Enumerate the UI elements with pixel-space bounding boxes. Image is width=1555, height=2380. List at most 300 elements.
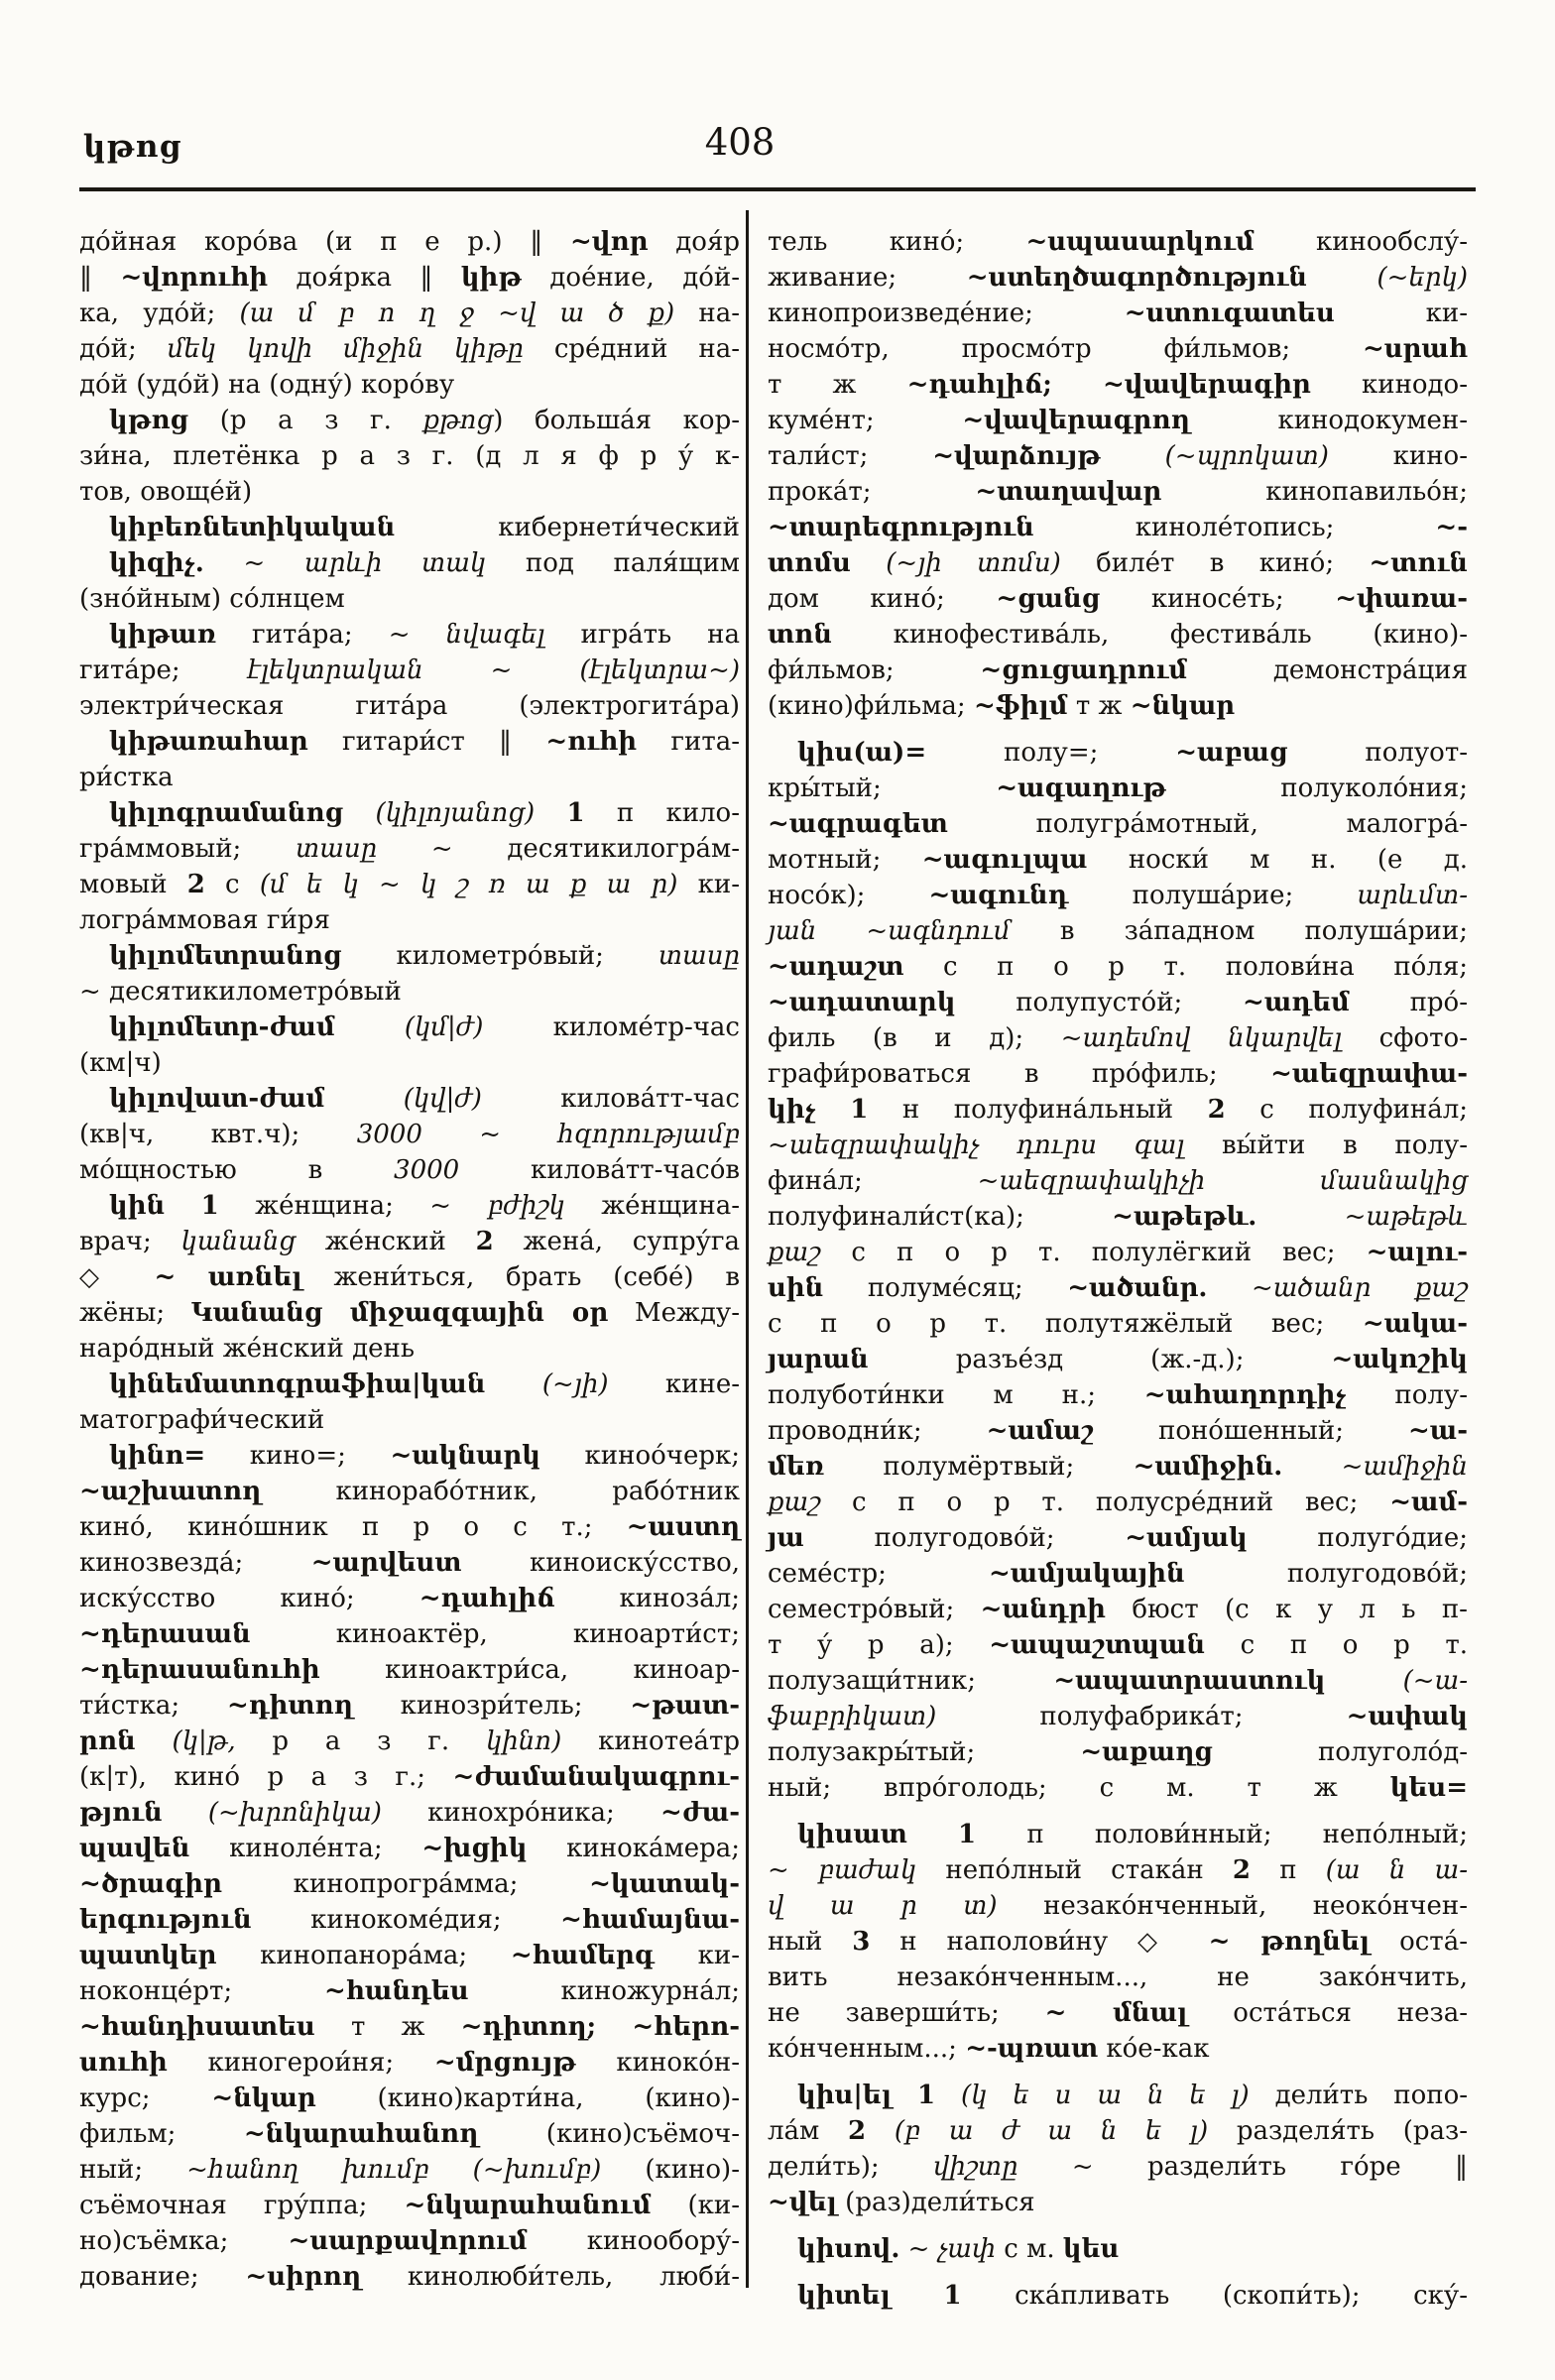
column-left bbox=[79, 224, 740, 2295]
dictionary-line bbox=[768, 545, 1468, 581]
text-segment: графи́роваться в про́филь; bbox=[768, 1059, 1271, 1089]
headword-segment: ~ակա- bbox=[1362, 1309, 1468, 1339]
armenian-italic-segment: ~աեզրափակիչ դուրս գալ bbox=[768, 1130, 1185, 1160]
text-segment: ки- bbox=[1334, 298, 1468, 328]
dictionary-line bbox=[768, 1556, 1468, 1592]
headword-segment: 3 bbox=[852, 1927, 871, 1957]
headword-segment: ~աստղ bbox=[626, 1512, 740, 1542]
text-segment: фина́л; bbox=[768, 1166, 978, 1196]
headword-segment: ~ամաշ bbox=[986, 1416, 1094, 1446]
dictionary-line bbox=[768, 1306, 1468, 1342]
headword-segment: մեռ bbox=[768, 1452, 825, 1482]
headword-segment: ~ծրագիր bbox=[79, 1869, 222, 1899]
text-segment: десятикилометро́вый bbox=[100, 977, 402, 1007]
headword-segment: 1 bbox=[943, 2281, 962, 2311]
armenian-italic-segment: (բ ա ժ ա ն ե լ) bbox=[894, 2116, 1209, 2146]
text-segment: демонстра́ция bbox=[1187, 655, 1468, 685]
headword-segment: 1 bbox=[850, 1095, 869, 1125]
text-segment: полуго́дие; bbox=[1247, 1523, 1468, 1553]
text-segment bbox=[1325, 1666, 1402, 1696]
text-segment bbox=[1282, 1452, 1341, 1482]
headword-segment: ~ագուլպա bbox=[921, 845, 1088, 875]
headword-segment: ~ահաղորդիչ bbox=[1143, 1380, 1347, 1410]
headword-segment: ~ագունդ bbox=[928, 881, 1069, 910]
headword-segment: կիս(ա)= bbox=[797, 738, 927, 768]
dictionary-line bbox=[768, 1924, 1468, 1960]
headword-segment: ~վել bbox=[768, 2188, 837, 2217]
dictionary-line bbox=[768, 331, 1468, 367]
armenian-italic-segment: արևմտ- bbox=[1357, 881, 1468, 910]
headword-segment: յա bbox=[768, 1523, 804, 1553]
dictionary-line bbox=[768, 2149, 1468, 2185]
text-segment: километро́вый; bbox=[341, 941, 658, 971]
text-segment: ко́нченным...; bbox=[768, 2034, 966, 2064]
text-segment: гита́ра; bbox=[215, 620, 389, 650]
text-segment: ки- bbox=[654, 1941, 740, 1970]
dictionary-line bbox=[768, 1449, 1468, 1485]
text-segment: киноиску́сство, bbox=[461, 1548, 741, 1578]
dictionary-line bbox=[79, 1831, 740, 1866]
headword-segment: ~տարեգրություն bbox=[768, 513, 1034, 542]
armenian-italic-segment: էլեկտրական ~ (էլեկտրա~) bbox=[247, 655, 741, 685]
text-segment: ри́стка bbox=[79, 763, 174, 792]
text-segment: с п о р т. bbox=[1205, 1630, 1468, 1660]
dictionary-line bbox=[79, 1973, 740, 2009]
dictionary-line bbox=[79, 617, 740, 653]
text-segment: биле́т в кино́; bbox=[1060, 548, 1370, 578]
dictionary-line bbox=[79, 403, 740, 438]
text-segment: дом кино́; bbox=[768, 584, 997, 614]
headword-segment: ~վորուհի bbox=[120, 263, 269, 293]
text-segment: ти́стка; bbox=[79, 1691, 227, 1721]
text-segment: кинопрогра́мма; bbox=[221, 1869, 590, 1899]
headword-segment: 2 bbox=[1232, 1855, 1252, 1885]
dictionary-line bbox=[768, 1888, 1468, 1924]
text-segment: п bbox=[1251, 1855, 1326, 1885]
text-segment: непо́лный стака́н bbox=[916, 1855, 1233, 1885]
text-segment bbox=[485, 1369, 541, 1399]
dictionary-line bbox=[768, 403, 1468, 438]
page-number: 408 bbox=[704, 121, 776, 164]
text-segment: раздели́ть го́ре ‖ bbox=[1093, 2152, 1468, 2182]
dictionary-line bbox=[79, 1581, 740, 1616]
text-segment: носо́к); bbox=[768, 881, 929, 910]
headword-segment: տոն bbox=[768, 620, 832, 650]
dictionary-line bbox=[79, 1367, 740, 1402]
headword-segment: պատկեր bbox=[79, 1941, 217, 1970]
headword-segment: ~կատակ- bbox=[589, 1869, 740, 1899]
dictionary-line bbox=[768, 1270, 1468, 1306]
dictionary-line bbox=[768, 367, 1468, 403]
text-segment bbox=[163, 1798, 208, 1828]
text-segment: дели́ть); bbox=[768, 2152, 933, 2182]
headword-segment: ~անդրի bbox=[980, 1595, 1106, 1624]
headword-segment: ~տուն bbox=[1369, 548, 1468, 578]
headword-segment: ~ագրագետ bbox=[768, 809, 948, 839]
headword-segment: ~դիտող bbox=[226, 1691, 353, 1721]
text-segment bbox=[596, 2012, 632, 2042]
dictionary-line bbox=[79, 1045, 740, 1081]
text-segment bbox=[535, 798, 566, 828]
armenian-italic-segment: ~ bbox=[79, 977, 101, 1007]
dictionary-line bbox=[768, 1699, 1468, 1734]
dictionary-line bbox=[768, 1092, 1468, 1128]
headword-segment: ~սպասարկում bbox=[1025, 227, 1255, 257]
dictionary-line bbox=[79, 1474, 740, 1509]
headword-segment: ~նկար bbox=[211, 2083, 316, 2113]
text-segment: ска́пливать (скопи́ть); ску́- bbox=[961, 2281, 1469, 2311]
headword-segment: ~- bbox=[1435, 513, 1468, 542]
dictionary-line bbox=[768, 1817, 1468, 1852]
dictionary-line bbox=[768, 2113, 1468, 2149]
dictionary-line bbox=[768, 617, 1468, 653]
text-segment: кинопавильо́н; bbox=[1161, 477, 1468, 507]
text-segment: полуме́сяц; bbox=[823, 1273, 1068, 1303]
dictionary-line bbox=[79, 974, 740, 1010]
headword-segment: ~հանդիսատես bbox=[79, 2012, 315, 2042]
dictionary-line bbox=[768, 438, 1468, 474]
headword-segment: ~-պռատ bbox=[965, 2034, 1099, 2064]
text-segment: киноактри́са, киноар- bbox=[319, 1655, 740, 1685]
headword-segment: 1 bbox=[566, 798, 585, 828]
text-segment: кинохро́ника; bbox=[381, 1798, 661, 1828]
dictionary-line bbox=[79, 510, 740, 545]
text-segment bbox=[935, 2081, 961, 2110]
text-segment bbox=[899, 2234, 907, 2264]
headword-segment: ~դերասանուհի bbox=[79, 1655, 320, 1685]
headword-segment: ~ժամանակագրու- bbox=[452, 1762, 740, 1792]
dictionary-line bbox=[79, 938, 740, 974]
text-segment: кинотеа́тр bbox=[561, 1726, 740, 1756]
dictionary-line bbox=[768, 1663, 1468, 1699]
text-segment: жёны; bbox=[79, 1298, 191, 1328]
headword-segment: կիզիչ. bbox=[109, 548, 204, 578]
dictionary-line bbox=[79, 296, 740, 331]
text-segment: киноактёр, киноарти́ст; bbox=[250, 1619, 740, 1649]
dictionary-line bbox=[79, 474, 740, 510]
dictionary-line bbox=[79, 1081, 740, 1117]
dictionary-line bbox=[768, 1995, 1468, 2031]
dictionary-line bbox=[768, 1199, 1468, 1235]
headword-segment: ~տաղավար bbox=[975, 477, 1162, 507]
headword-segment: ~ադաշտ bbox=[768, 952, 904, 982]
dictionary-line bbox=[79, 1902, 740, 1938]
headword-segment: 1 bbox=[200, 1191, 219, 1221]
headword-segment: ~ապաշտպան bbox=[989, 1630, 1206, 1660]
dictionary-line bbox=[768, 771, 1468, 806]
headword-segment: ~աեզրափա- bbox=[1270, 1059, 1468, 1089]
dictionary-line bbox=[79, 1152, 740, 1188]
text-segment: т ж bbox=[1067, 691, 1131, 721]
dictionary-line bbox=[768, 913, 1468, 949]
dictionary-line bbox=[768, 1163, 1468, 1199]
text-segment: полуша́рие; bbox=[1068, 881, 1358, 910]
dictionary-line bbox=[768, 1056, 1468, 1092]
text-segment: ный bbox=[768, 1927, 853, 1957]
dictionary-line bbox=[79, 688, 740, 724]
headword-segment: ~նկար bbox=[1130, 691, 1236, 721]
dictionary-line bbox=[768, 2031, 1468, 2067]
text-segment: (р а з г. bbox=[188, 406, 423, 435]
armenian-italic-segment: ~ արևի տակ bbox=[243, 548, 487, 578]
dictionary-line bbox=[79, 795, 740, 831]
text-segment: жена́, супру́га bbox=[493, 1227, 741, 1256]
headword-segment: ~վոր bbox=[569, 227, 649, 257]
dictionary-line bbox=[768, 1020, 1468, 1056]
headword-segment: ~ամ- bbox=[1389, 1488, 1468, 1517]
dictionary-line bbox=[79, 438, 740, 474]
headword-segment: ~ամյակ bbox=[1125, 1523, 1248, 1553]
dictionary-line bbox=[768, 878, 1468, 913]
text-segment: н полуфина́льный bbox=[868, 1095, 1208, 1125]
text-segment: дели́ть попо- bbox=[1249, 2081, 1469, 2110]
text-segment: наро́дный же́нский день bbox=[79, 1334, 415, 1364]
dictionary-line bbox=[79, 2223, 740, 2259]
headword-segment: 2 bbox=[186, 870, 205, 899]
text-segment: с полуфина́л; bbox=[1225, 1095, 1468, 1125]
text-segment bbox=[204, 548, 244, 578]
text-segment: дое́ние, до́й- bbox=[521, 263, 740, 293]
text-segment: (кв|ч, квт.ч); bbox=[79, 1120, 357, 1149]
text-segment: полугра́мотный, малогра́- bbox=[947, 809, 1468, 839]
dictionary-line bbox=[79, 2009, 740, 2045]
text-segment: (кино)съёмоч- bbox=[478, 2119, 740, 2149]
armenian-italic-segment: (ա ն ա- bbox=[1325, 1855, 1469, 1885]
headword-segment: ~ցուցադրում bbox=[980, 655, 1188, 685]
text-segment: полузащи́тник; bbox=[768, 1666, 1054, 1696]
text-segment: кинообслу́- bbox=[1254, 227, 1469, 257]
running-headword: կթոց bbox=[83, 129, 182, 165]
headword-segment: կիս|ել bbox=[797, 2081, 893, 2110]
text-segment: кинообору́- bbox=[527, 2226, 740, 2256]
dictionary-line bbox=[768, 260, 1468, 296]
headword-segment: կիթ bbox=[460, 263, 522, 293]
text-segment: же́нщина; bbox=[218, 1191, 430, 1221]
headword-segment: ~դերասան bbox=[79, 1619, 251, 1649]
text-segment: кинокоме́дия; bbox=[251, 1905, 561, 1935]
armenian-italic-segment: քաշ bbox=[768, 1488, 821, 1517]
dictionary-line bbox=[79, 260, 740, 296]
dictionary-line bbox=[79, 1331, 740, 1367]
headword-segment: ~ թողնել bbox=[1208, 1927, 1371, 1957]
column-right bbox=[768, 224, 1468, 2314]
text-segment: не заверши́ть; bbox=[768, 1998, 1045, 2028]
text-segment: т ж bbox=[314, 2012, 461, 2042]
dictionary-line bbox=[79, 2045, 740, 2081]
text-segment: до́й; bbox=[79, 334, 168, 364]
text-segment: кино=; bbox=[205, 1441, 391, 1471]
text-segment bbox=[1256, 1202, 1344, 1232]
text-segment: с м. bbox=[996, 2234, 1063, 2264]
dictionary-line bbox=[79, 831, 740, 867]
headword-segment: ~ապատրաստուկ bbox=[1053, 1666, 1326, 1696]
text-segment: жени́ться, брать (себе́) в bbox=[301, 1262, 740, 1292]
text-segment: килова́тт-час bbox=[481, 1084, 740, 1114]
armenian-italic-segment: (~խրոնիկա) bbox=[207, 1798, 382, 1828]
headword-segment: կիչ bbox=[768, 1095, 816, 1125]
armenian-italic-segment: կինո) bbox=[485, 1726, 562, 1756]
armenian-italic-segment: (կվ|ժ) bbox=[403, 1084, 482, 1114]
text-segment: оста́- bbox=[1370, 1927, 1468, 1957]
dictionary-line bbox=[768, 806, 1468, 842]
text-segment: игра́ть на bbox=[544, 620, 740, 650]
armenian-italic-segment: քթոց bbox=[422, 406, 494, 435]
text-segment: вы́йти в полу- bbox=[1184, 1130, 1469, 1160]
headword-segment: ~ափակ bbox=[1346, 1702, 1468, 1731]
text-segment: полуботи́нки м н.; bbox=[768, 1380, 1144, 1410]
headword-segment: ~թատ- bbox=[630, 1691, 740, 1721]
column-divider-rule bbox=[746, 210, 749, 2288]
dictionary-line bbox=[79, 2152, 740, 2188]
text-segment: с п о р т. полулёгкий вес; bbox=[820, 1238, 1367, 1267]
headword-segment: ~դահլիճ bbox=[419, 1584, 555, 1613]
text-segment bbox=[816, 1095, 851, 1125]
text-segment: полу- bbox=[1346, 1380, 1468, 1410]
dictionary-line bbox=[768, 1342, 1468, 1377]
text-segment: полуфабрика́т; bbox=[936, 1702, 1347, 1731]
header-rule bbox=[79, 187, 1476, 191]
text-segment: кинопроизведе́ние; bbox=[768, 298, 1125, 328]
dictionary-line bbox=[79, 1616, 740, 1652]
dictionary-line bbox=[79, 1188, 740, 1224]
headword-segment: ~արվեստ bbox=[310, 1548, 462, 1578]
text-segment: кинофестива́ль, фестива́ль (кино)- bbox=[831, 620, 1468, 650]
dictionary-line bbox=[79, 1795, 740, 1831]
dictionary-line bbox=[768, 688, 1468, 724]
text-segment: ки- bbox=[677, 870, 740, 899]
dictionary-line bbox=[79, 1224, 740, 1259]
dictionary-line bbox=[768, 949, 1468, 985]
text-segment bbox=[1052, 370, 1103, 400]
dictionary-line bbox=[79, 1545, 740, 1581]
text-segment: кино- bbox=[1328, 441, 1468, 471]
text-segment: ный; bbox=[79, 2155, 187, 2185]
headword-segment: 1 bbox=[958, 1820, 977, 1849]
armenian-italic-segment: քաշ bbox=[768, 1238, 821, 1267]
text-segment: сфото- bbox=[1342, 1023, 1468, 1053]
headword-segment: ~համերգ bbox=[510, 1941, 655, 1970]
armenian-italic-segment: ~հանող խումբ (~խումբ) bbox=[186, 2155, 602, 2185]
text-segment: кинорабо́тник, рабо́тник bbox=[261, 1477, 740, 1506]
dictionary-line bbox=[79, 902, 740, 938]
text-segment: кинопанора́ма; bbox=[216, 1941, 511, 1970]
text-segment: матографи́ческий bbox=[79, 1405, 325, 1435]
text-segment: кинодокумен- bbox=[1189, 406, 1468, 435]
armenian-italic-segment: տասը ~ bbox=[296, 834, 453, 864]
text-segment: киножурна́л; bbox=[468, 1976, 741, 2006]
dictionary-line bbox=[768, 224, 1468, 260]
headword-segment: ~աշխատող bbox=[79, 1477, 262, 1506]
text-segment: на- bbox=[674, 298, 740, 328]
text-segment: электри́ческая гита́ра (электрогита́ра) bbox=[79, 691, 740, 721]
text-segment: полумёртвый; bbox=[824, 1452, 1134, 1482]
text-segment: ко́е-как bbox=[1098, 2034, 1210, 2064]
dictionary-line bbox=[79, 1509, 740, 1545]
headword-segment: կիլոգրամանոց bbox=[109, 798, 344, 828]
text-segment: п кило- bbox=[584, 798, 740, 828]
dictionary-line bbox=[768, 1128, 1468, 1163]
text-segment: кино́, кино́шник п р о с т.; bbox=[79, 1512, 627, 1542]
text-segment: киногерои́ня; bbox=[167, 2048, 434, 2078]
headword-segment: Կանանց միջազգային օր bbox=[190, 1298, 609, 1328]
headword-segment: կիսով. bbox=[797, 2234, 900, 2264]
dictionary-line bbox=[79, 2116, 740, 2152]
text-segment bbox=[1307, 263, 1377, 293]
dictionary-line bbox=[768, 581, 1468, 617]
dictionary-line bbox=[79, 1938, 740, 1973]
text-segment: гра́ммовый; bbox=[79, 834, 297, 864]
text-segment: в за́падном полуша́рии; bbox=[1010, 916, 1468, 946]
headword-segment: ~ակոշիկ bbox=[1331, 1345, 1468, 1374]
headword-segment: ~աբաց bbox=[1175, 738, 1288, 768]
text-segment: полугодово́й; bbox=[803, 1523, 1126, 1553]
text-segment: р а з г. bbox=[235, 1726, 486, 1756]
text-segment: киломе́тр-час bbox=[483, 1012, 740, 1042]
text-segment: полу=; bbox=[926, 738, 1176, 768]
dictionary-line bbox=[79, 1652, 740, 1688]
armenian-italic-segment: (~յի տոմս) bbox=[886, 548, 1061, 578]
text-segment: киноле́нта; bbox=[189, 1834, 422, 1863]
armenian-italic-segment: ~աթեթև bbox=[1344, 1202, 1468, 1232]
headword-segment: ~ամիջին. bbox=[1133, 1452, 1283, 1482]
dictionary-line bbox=[79, 1724, 740, 1759]
dictionary-line bbox=[768, 1413, 1468, 1449]
dictionary-line bbox=[768, 2078, 1468, 2113]
dictionary-line bbox=[768, 985, 1468, 1020]
dictionary-line bbox=[768, 510, 1468, 545]
text-segment: тель кино́; bbox=[768, 227, 1026, 257]
headword-segment: 2 bbox=[847, 2116, 867, 2146]
dictionary-line bbox=[768, 2278, 1468, 2314]
text-segment: живание; bbox=[768, 263, 967, 293]
armenian-italic-segment: (~երկ) bbox=[1376, 263, 1468, 293]
dictionary-line bbox=[768, 1592, 1468, 1627]
headword-segment: 1 bbox=[917, 2081, 936, 2110]
text-segment bbox=[324, 1084, 403, 1114]
text-segment: полузакры́тый; bbox=[768, 1737, 1081, 1767]
text-segment bbox=[851, 548, 886, 578]
armenian-italic-segment: վ ա ր տ) bbox=[768, 1891, 998, 1921]
dictionary-line bbox=[79, 653, 740, 688]
armenian-italic-segment: ~ բժիշկ bbox=[429, 1191, 565, 1221]
text-segment: т у́ р а); bbox=[768, 1630, 990, 1660]
text-segment: полуот- bbox=[1287, 738, 1469, 768]
headword-segment: րոն bbox=[79, 1726, 136, 1756]
text-segment: тов, овоще́й) bbox=[79, 477, 253, 507]
text-segment bbox=[136, 1726, 173, 1756]
text-segment: т ж bbox=[768, 370, 907, 400]
armenian-italic-segment: մեկ կովի միջին կիթը bbox=[167, 334, 524, 364]
text-segment: семе́стр; bbox=[768, 1559, 990, 1589]
dictionary-line bbox=[768, 1852, 1468, 1888]
armenian-italic-segment: (~ա- bbox=[1402, 1666, 1468, 1696]
text-segment: кибернети́ческий bbox=[395, 513, 740, 542]
text-segment bbox=[907, 1820, 958, 1849]
headword-segment: երգություն bbox=[79, 1905, 252, 1935]
headword-segment: ~ցանց bbox=[996, 584, 1101, 614]
text-segment: доя́рка ‖ bbox=[268, 263, 461, 293]
text-segment: проводни́к; bbox=[768, 1416, 987, 1446]
text-segment: тали́ст; bbox=[768, 441, 933, 471]
text-segment: до́й (удо́й) на (одну́) коро́ву bbox=[79, 370, 455, 400]
dictionary-line bbox=[79, 1010, 740, 1045]
text-segment: (кино)фи́льма; bbox=[768, 691, 974, 721]
text-segment: до́йная коро́ва (и п е р.) ‖ bbox=[79, 227, 570, 257]
armenian-italic-segment: (~պրոկատ) bbox=[1164, 441, 1329, 471]
dictionary-line bbox=[768, 1960, 1468, 1995]
dictionary-line bbox=[79, 367, 740, 403]
text-segment: филь (в и д); bbox=[768, 1023, 1061, 1053]
